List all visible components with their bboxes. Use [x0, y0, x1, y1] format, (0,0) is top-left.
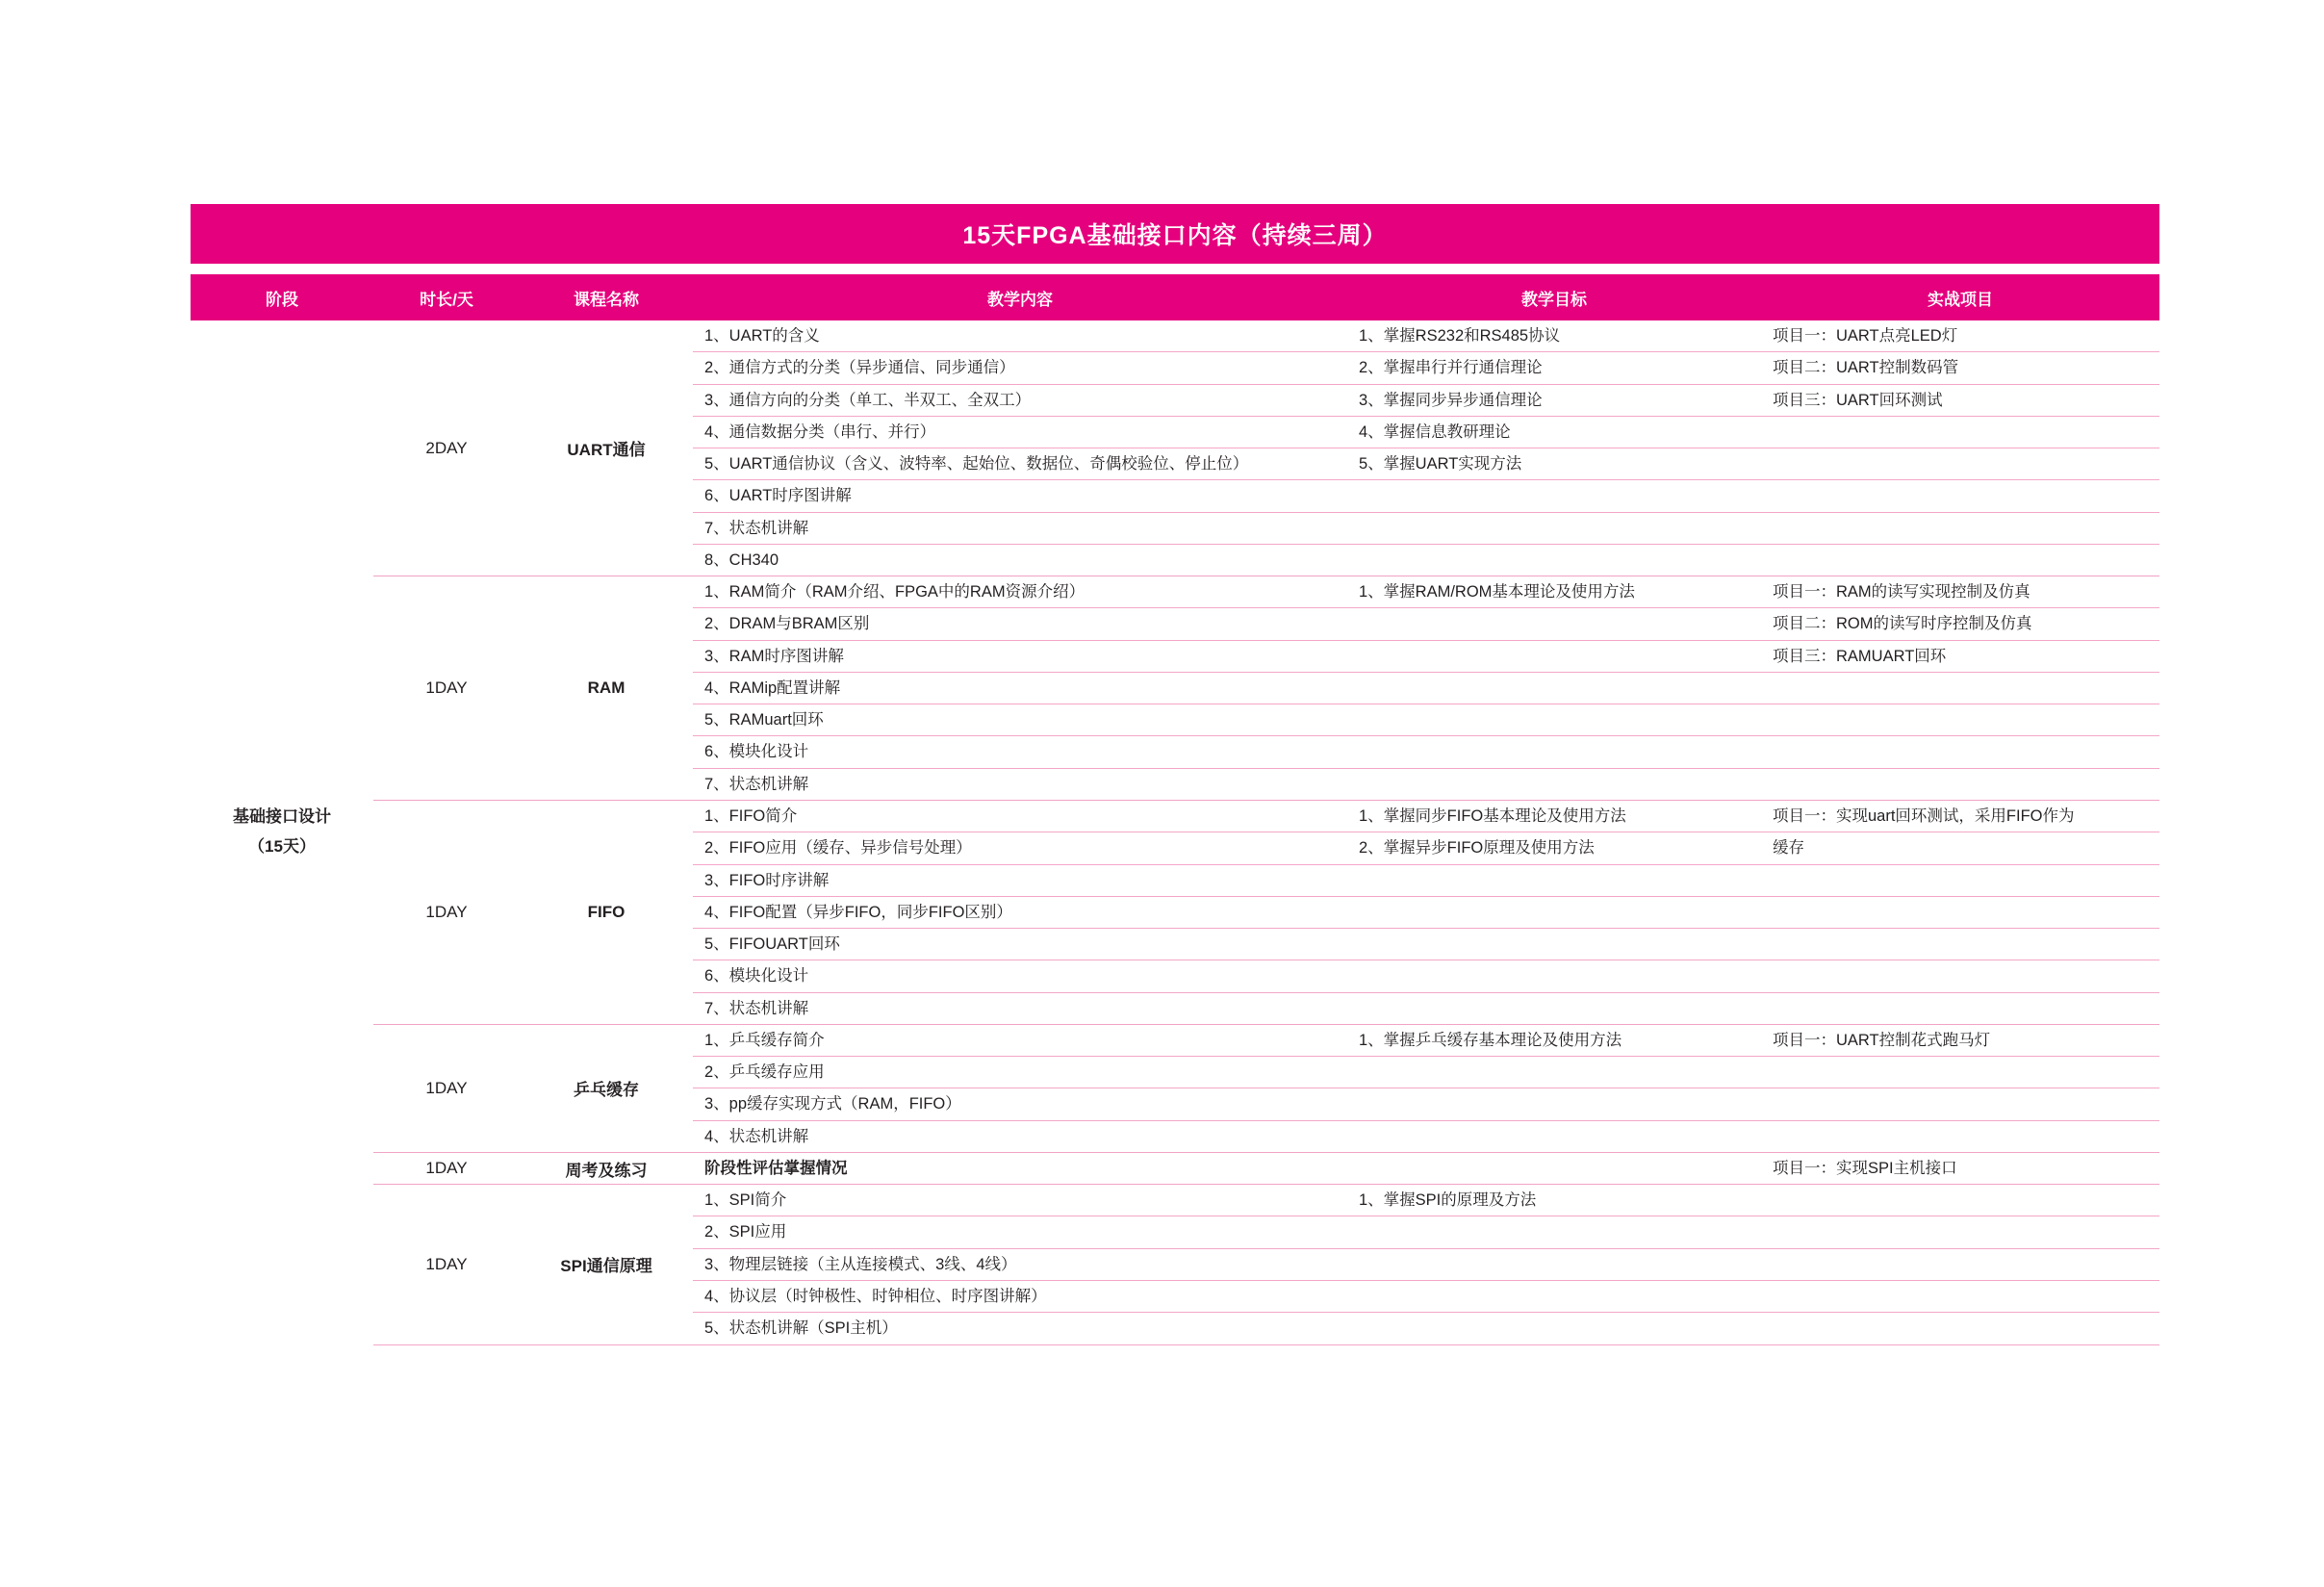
- teaching-goal-cell: [1347, 1153, 1761, 1184]
- practice-project-cell: 项目一：UART点亮LED灯: [1773, 327, 1958, 345]
- practice-project-cell: [1761, 1216, 2159, 1247]
- table-row: [693, 832, 2159, 864]
- teaching-content-cell: 1、RAM简介（RAM介绍、FPGA中的RAM资源介绍）: [704, 583, 1085, 602]
- practice-project-cell: [1761, 1121, 2159, 1152]
- teaching-content-cell: 1、SPI简介: [704, 1191, 787, 1210]
- teaching-content-cell: 5、RAMuart回环: [704, 711, 824, 730]
- course-rows: [693, 1153, 2159, 1184]
- teaching-content-cell: 2、乒乓缓存应用: [704, 1063, 825, 1082]
- table-row: [693, 576, 2159, 608]
- teaching-content-cell: 3、通信方向的分类（单工、半双工、全双工）: [704, 391, 1032, 409]
- table-row: [693, 929, 2159, 960]
- teaching-goal-cell: 2、掌握串行并行通信理论: [1359, 359, 1543, 377]
- table-title-bar: [191, 204, 2159, 264]
- practice-project-cell: [1761, 736, 2159, 767]
- practice-project-cell: [1761, 1313, 2159, 1344]
- course-group: [373, 1184, 2159, 1344]
- table-row: [693, 385, 2159, 417]
- teaching-content-cell: 3、pp缓存实现方式（RAM，FIFO）: [704, 1095, 961, 1113]
- course-group: [373, 1152, 2159, 1184]
- course-group: [373, 1024, 2159, 1152]
- teaching-goal-cell: 5、掌握UART实现方法: [1359, 455, 1522, 474]
- practice-project-cell: [1761, 993, 2159, 1024]
- practice-project-cell: [1761, 1249, 2159, 1280]
- course-rows: [693, 801, 2159, 1024]
- practice-project-cell: [1761, 448, 2159, 479]
- course-group: [373, 800, 2159, 1024]
- teaching-goal-cell: [1347, 704, 1761, 735]
- practice-project-cell: [1761, 929, 2159, 960]
- practice-project-cell: [1761, 480, 2159, 511]
- practice-project-cell: [1761, 1185, 2159, 1216]
- column-header-project: 实战项目: [1928, 290, 1993, 309]
- practice-project-cell: [1761, 769, 2159, 800]
- teaching-content-cell: 2、SPI应用: [704, 1223, 787, 1241]
- table-row: [693, 1057, 2159, 1088]
- table-row: [693, 608, 2159, 640]
- practice-project-cell: 缓存: [1773, 839, 1804, 857]
- column-header-content: 教学内容: [987, 290, 1053, 309]
- teaching-content-cell: 3、物理层链接（主从连接模式、3线、4线）: [704, 1255, 1017, 1273]
- practice-project-cell: 项目一：实现SPI主机接口: [1773, 1159, 1957, 1177]
- practice-project-cell: [1761, 673, 2159, 704]
- teaching-goal-cell: 1、掌握RAM/ROM基本理论及使用方法: [1359, 583, 1635, 602]
- course-name-cell: SPI通信原理: [560, 1257, 652, 1276]
- teaching-goal-cell: [1347, 865, 1761, 896]
- course-duration-cell: 1DAY: [425, 1159, 468, 1178]
- teaching-content-cell: 1、乒乓缓存简介: [704, 1031, 825, 1049]
- table-row: [693, 352, 2159, 384]
- teaching-goal-cell: [1347, 1057, 1761, 1088]
- teaching-goal-cell: 1、掌握同步FIFO基本理论及使用方法: [1359, 806, 1626, 825]
- teaching-content-cell: 4、FIFO配置（异步FIFO，同步FIFO区别）: [704, 903, 1012, 921]
- teaching-goal-cell: 3、掌握同步异步通信理论: [1359, 391, 1543, 409]
- table-row: [693, 1088, 2159, 1120]
- table-body: [191, 320, 2159, 1344]
- teaching-content-cell: 6、模块化设计: [704, 743, 809, 761]
- table-row: [693, 448, 2159, 480]
- table-row: [693, 417, 2159, 448]
- course-schedule-table: [191, 204, 2159, 1345]
- teaching-goal-cell: [1347, 513, 1761, 544]
- practice-project-cell: [1761, 897, 2159, 928]
- table-row: [693, 1313, 2159, 1344]
- stage-name: 基础接口设计: [233, 807, 331, 827]
- teaching-goal-cell: [1347, 1216, 1761, 1247]
- teaching-content-cell: 4、通信数据分类（串行、并行）: [704, 422, 936, 441]
- teaching-content-cell: 5、UART通信协议（含义、波特率、起始位、数据位、奇偶校验位、停止位）: [704, 455, 1249, 474]
- table-row: [693, 1281, 2159, 1313]
- table-header-row: [191, 274, 2159, 320]
- course-name-cell: RAM: [587, 678, 626, 698]
- teaching-goal-cell: [1347, 1281, 1761, 1312]
- teaching-content-cell: 2、通信方式的分类（异步通信、同步通信）: [704, 359, 1015, 377]
- teaching-goal-cell: 1、掌握SPI的原理及方法: [1359, 1191, 1537, 1210]
- teaching-content-cell: 6、模块化设计: [704, 967, 809, 985]
- stage-duration: （15天）: [248, 836, 316, 856]
- page-title: 15天FPGA基础接口内容（持续三周）: [962, 222, 1388, 249]
- course-name-cell: FIFO: [587, 902, 626, 921]
- teaching-goal-cell: [1347, 1249, 1761, 1280]
- practice-project-cell: [1761, 417, 2159, 448]
- practice-project-cell: [1761, 1281, 2159, 1312]
- table-row: [693, 545, 2159, 576]
- course-duration-cell: 1DAY: [425, 902, 468, 921]
- teaching-content-cell: 1、FIFO简介: [704, 806, 798, 825]
- teaching-goal-cell: 1、掌握RS232和RS485协议: [1359, 327, 1561, 345]
- teaching-goal-cell: 2、掌握异步FIFO原理及使用方法: [1359, 839, 1595, 857]
- course-rows: [693, 320, 2159, 576]
- practice-project-cell: [1761, 865, 2159, 896]
- teaching-goal-cell: [1347, 929, 1761, 960]
- teaching-content-cell: 4、协议层（时钟极性、时钟相位、时序图讲解）: [704, 1287, 1047, 1305]
- practice-project-cell: [1761, 704, 2159, 735]
- teaching-goal-cell: [1347, 1121, 1761, 1152]
- table-row: [693, 960, 2159, 992]
- table-row: [693, 1025, 2159, 1057]
- practice-project-cell: 项目二：ROM的读写时序控制及仿真: [1773, 615, 2032, 633]
- teaching-content-cell: 阶段性评估掌握情况: [704, 1159, 848, 1177]
- course-duration-cell: 1DAY: [425, 1254, 468, 1273]
- course-group: [373, 320, 2159, 576]
- teaching-content-cell: 4、状态机讲解: [704, 1127, 809, 1145]
- teaching-content-cell: 5、FIFOUART回环: [704, 935, 840, 954]
- course-rows: [693, 576, 2159, 800]
- teaching-goal-cell: [1347, 545, 1761, 576]
- table-row: [693, 1121, 2159, 1152]
- course-duration-cell: 1DAY: [425, 678, 468, 698]
- practice-project-cell: [1761, 960, 2159, 991]
- teaching-content-cell: 7、状态机讲解: [704, 999, 809, 1017]
- teaching-goal-cell: [1347, 1313, 1761, 1344]
- practice-project-cell: 项目二：UART控制数码管: [1773, 359, 1959, 377]
- table-row: [693, 1216, 2159, 1248]
- teaching-content-cell: 3、RAM时序图讲解: [704, 647, 844, 665]
- teaching-content-cell: 4、RAMip配置讲解: [704, 678, 841, 697]
- course-name-cell: 周考及练习: [565, 1161, 648, 1180]
- course-rows: [693, 1025, 2159, 1152]
- column-header-course: 课程名称: [574, 290, 639, 309]
- table-row: [693, 1185, 2159, 1216]
- teaching-goal-cell: 4、掌握信息教研理论: [1359, 422, 1511, 441]
- course-duration-cell: 1DAY: [425, 1078, 468, 1097]
- table-row: [693, 320, 2159, 352]
- teaching-content-cell: 3、FIFO时序讲解: [704, 871, 830, 889]
- teaching-goal-cell: [1347, 480, 1761, 511]
- course-groups: [373, 320, 2159, 1344]
- teaching-content-cell: 7、状态机讲解: [704, 775, 809, 793]
- practice-project-cell: [1761, 513, 2159, 544]
- teaching-goal-cell: [1347, 736, 1761, 767]
- table-row: [693, 993, 2159, 1024]
- course-group: [373, 576, 2159, 800]
- teaching-content-cell: 8、CH340: [704, 550, 779, 569]
- teaching-goal-cell: [1347, 769, 1761, 800]
- teaching-goal-cell: [1347, 897, 1761, 928]
- teaching-content-cell: 5、状态机讲解（SPI主机）: [704, 1319, 898, 1338]
- teaching-goal-cell: 1、掌握乒乓缓存基本理论及使用方法: [1359, 1031, 1622, 1049]
- course-rows: [693, 1185, 2159, 1344]
- teaching-goal-cell: [1347, 608, 1761, 639]
- table-row: [693, 673, 2159, 704]
- table-row: [693, 480, 2159, 512]
- column-header-goal: 教学目标: [1521, 290, 1587, 309]
- stage-cell: [191, 320, 373, 1344]
- practice-project-cell: 项目一：UART控制花式跑马灯: [1773, 1031, 1991, 1049]
- practice-project-cell: [1761, 1088, 2159, 1119]
- teaching-goal-cell: [1347, 1088, 1761, 1119]
- course-duration-cell: 2DAY: [425, 438, 468, 457]
- table-row: [693, 897, 2159, 929]
- practice-project-cell: [1761, 545, 2159, 576]
- practice-project-cell: [1761, 1057, 2159, 1088]
- table-row: [693, 736, 2159, 768]
- teaching-goal-cell: [1347, 641, 1761, 672]
- teaching-content-cell: 2、DRAM与BRAM区别: [704, 615, 870, 633]
- table-row: [693, 1153, 2159, 1184]
- table-row: [693, 801, 2159, 832]
- teaching-goal-cell: [1347, 960, 1761, 991]
- practice-project-cell: 项目三：RAMUART回环: [1773, 647, 1947, 665]
- teaching-content-cell: 1、UART的含义: [704, 327, 820, 345]
- course-name-cell: 乒乓缓存: [574, 1081, 639, 1100]
- column-header-days: 时长/天: [420, 290, 473, 309]
- table-row: [693, 1249, 2159, 1281]
- practice-project-cell: 项目三：UART回环测试: [1773, 391, 1943, 409]
- table-row: [693, 769, 2159, 800]
- table-bottom-rule: [373, 1344, 2159, 1345]
- table-row: [693, 704, 2159, 736]
- teaching-content-cell: 6、UART时序图讲解: [704, 487, 852, 505]
- column-header-stage: 阶段: [266, 290, 298, 309]
- practice-project-cell: 项目一：实现uart回环测试，采用FIFO作为: [1773, 806, 2075, 825]
- table-row: [693, 865, 2159, 897]
- teaching-goal-cell: [1347, 993, 1761, 1024]
- table-row: [693, 641, 2159, 673]
- teaching-content-cell: 2、FIFO应用（缓存、异步信号处理）: [704, 839, 972, 857]
- teaching-content-cell: 7、状态机讲解: [704, 519, 809, 537]
- practice-project-cell: 项目一：RAM的读写实现控制及仿真: [1773, 583, 2030, 602]
- course-name-cell: UART通信: [567, 441, 646, 460]
- teaching-goal-cell: [1347, 673, 1761, 704]
- table-row: [693, 513, 2159, 545]
